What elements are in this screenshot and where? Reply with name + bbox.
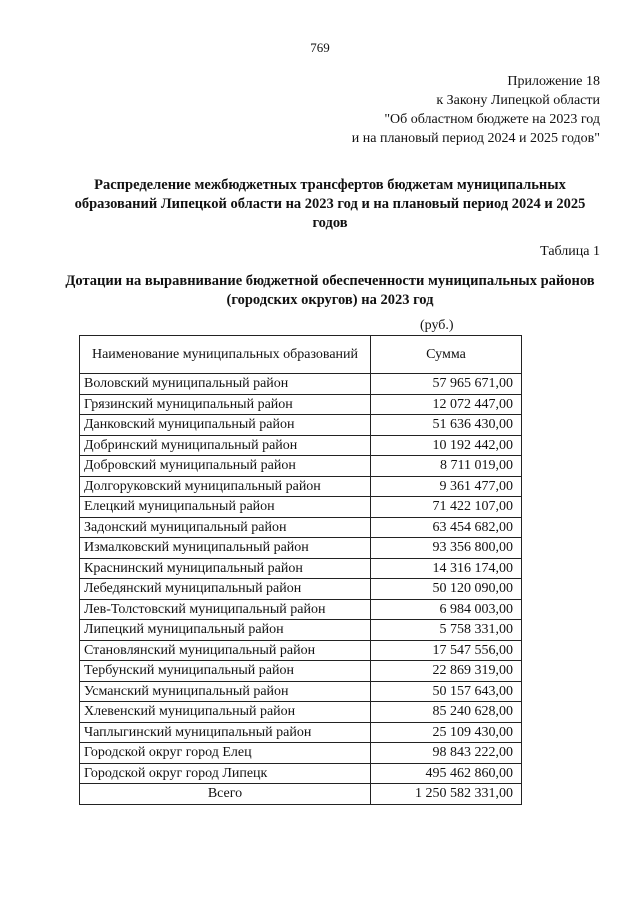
subsidy-amount: 495 462 860,00 [371,763,522,784]
total-amount: 1 250 582 331,00 [371,784,522,805]
municipality-name: Измалковский муниципальный район [80,538,371,559]
municipality-name: Усманский муниципальный район [80,681,371,702]
column-header-name: Наименование муниципальных образований [80,336,371,374]
appendix-block [352,72,600,148]
municipality-name: Лев-Толстовский муниципальный район [80,599,371,620]
municipality-name: Добровский муниципальный район [80,456,371,477]
table-total-row [80,784,522,805]
table-row [80,702,522,723]
subsidy-amount: 17 547 556,00 [371,640,522,661]
subsidy-amount: 63 454 682,00 [371,517,522,538]
appendix-line: и на плановый период 2024 и 2025 годов" [351,131,600,146]
table-row [80,394,522,415]
table-header-row [80,336,522,374]
subsidy-amount: 50 157 643,00 [371,681,522,702]
appendix-line: к Закону Липецкой области [436,93,600,108]
subsidy-amount: 51 636 430,00 [371,415,522,436]
table-row [80,763,522,784]
total-label: Всего [80,784,371,805]
subsidy-amount: 71 422 107,00 [371,497,522,518]
appendix-line: Приложение 18 [507,74,600,89]
municipality-name: Задонский муниципальный район [80,517,371,538]
table-row [80,579,522,600]
municipality-name: Чаплыгинский муниципальный район [80,722,371,743]
table-row [80,538,522,559]
table-row [80,374,522,395]
table-row [80,497,522,518]
municipality-name: Краснинский муниципальный район [80,558,371,579]
table-row [80,620,522,641]
subsidy-amount: 9 361 477,00 [371,476,522,497]
page-number: 769 [310,40,330,55]
currency-unit: (руб.) [420,318,454,333]
municipality-name: Добринский муниципальный район [80,435,371,456]
table-row [80,722,522,743]
municipality-name: Хлевенский муниципальный район [80,702,371,723]
subsidy-amount: 98 843 222,00 [371,743,522,764]
municipality-name: Данковский муниципальный район [80,415,371,436]
municipality-name: Лебедянский муниципальный район [80,579,371,600]
municipality-name: Липецкий муниципальный район [80,620,371,641]
municipality-name: Елецкий муниципальный район [80,497,371,518]
municipality-name: Воловский муниципальный район [80,374,371,395]
main-title: Распределение межбюджетных трансфертов бюджетам муниципальных образований Липецкой области на 2023 год и на плановый период 2024 и 2025 годов [74,177,586,231]
table-row [80,517,522,538]
municipality-name: Долгоруковский муниципальный район [80,476,371,497]
subsidy-table [79,335,522,805]
municipality-name: Грязинский муниципальный район [80,394,371,415]
appendix-line: "Об областном бюджете на 2023 год [384,112,600,127]
subsidy-amount: 6 984 003,00 [371,599,522,620]
table-row [80,558,522,579]
table-row [80,681,522,702]
municipality-name: Тербунский муниципальный район [80,661,371,682]
municipality-name: Становлянский муниципальный район [80,640,371,661]
municipality-name: Городской округ город Липецк [80,763,371,784]
subsidy-amount: 22 869 319,00 [371,661,522,682]
table-row [80,415,522,436]
table-row [80,661,522,682]
table-label: Таблица 1 [540,244,600,259]
subsidy-amount: 85 240 628,00 [371,702,522,723]
subsidy-amount: 10 192 442,00 [371,435,522,456]
column-header-amount: Сумма [371,336,522,374]
subsidy-amount: 8 711 019,00 [371,456,522,477]
subsidy-amount: 93 356 800,00 [371,538,522,559]
table-row [80,599,522,620]
table-row [80,456,522,477]
subsidy-amount: 25 109 430,00 [371,722,522,743]
subsidy-amount: 5 758 331,00 [371,620,522,641]
subsidy-amount: 14 316 174,00 [371,558,522,579]
table-row [80,743,522,764]
table-row [80,435,522,456]
table-row [80,640,522,661]
subsidy-amount: 50 120 090,00 [371,579,522,600]
table-subtitle: Дотации на выравнивание бюджетной обеспеченности муниципальных районов (городских округов) на 2023 год [65,273,595,308]
municipality-name: Городской округ город Елец [80,743,371,764]
subsidy-amount: 57 965 671,00 [371,374,522,395]
subsidy-amount: 12 072 447,00 [371,394,522,415]
table-row [80,476,522,497]
